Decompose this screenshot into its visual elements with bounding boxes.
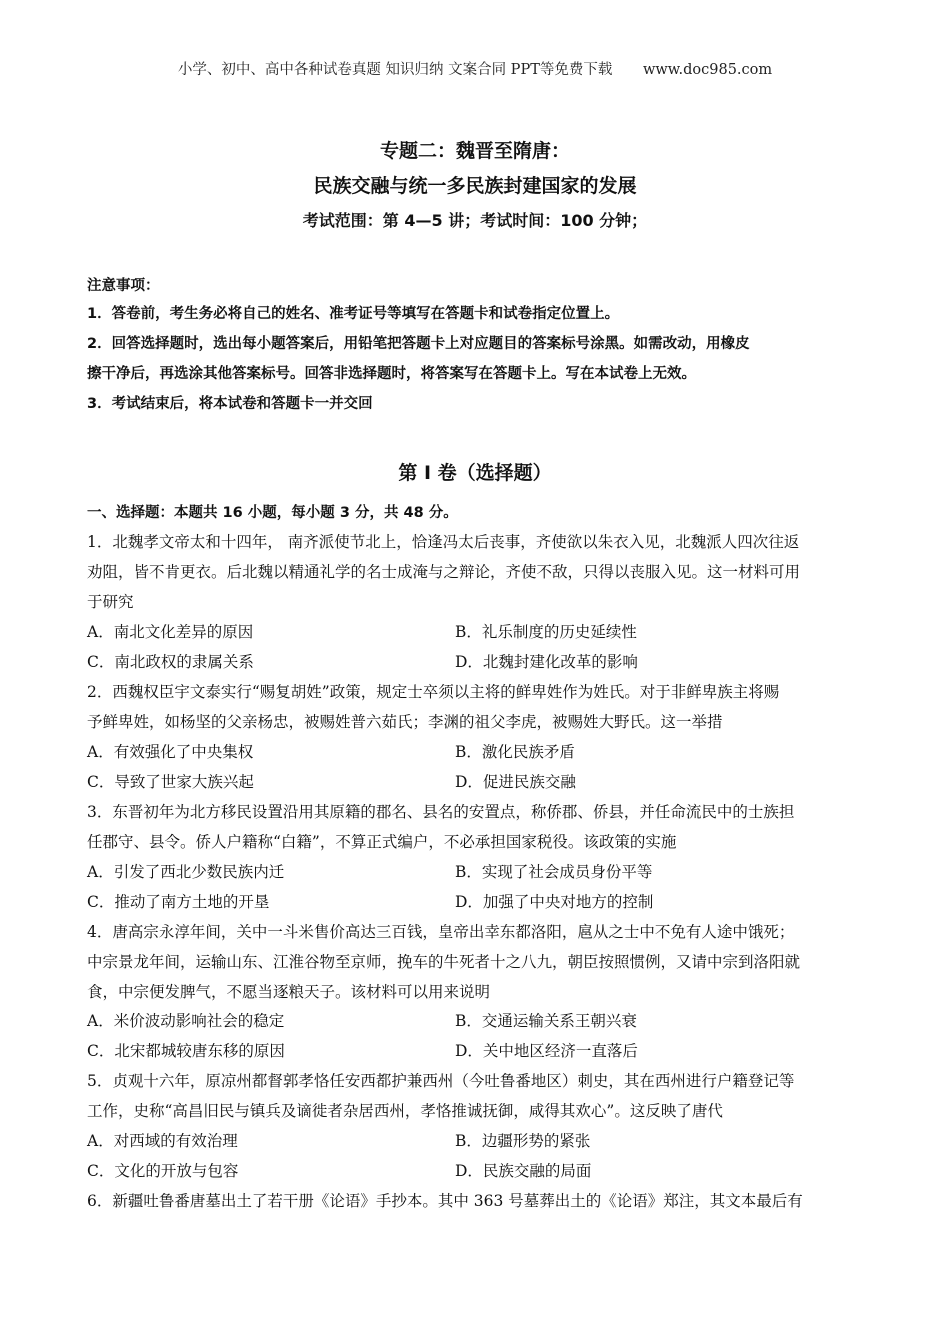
question-line: 工作，史称“高昌旧民与镇兵及谪徙者杂居西州，孝恪推诚抚御，咸得其欢心”。这反映了唐代 [87,1102,723,1120]
question-line: 任郡守、县令。侨人户籍称“白籍”，不算正式编户，不必承担国家税役。该政策的实施 [87,833,677,851]
page-header [0,58,950,79]
option-d: D．民族交融的局面 [455,1162,592,1180]
question-line: 5．贞观十六年，原凉州都督郭孝恪任安西都护兼西州（今吐鲁番地区）刺史，其在西州进行户籍登记等 [87,1072,795,1090]
option-c: C．文化的开放与包容 [87,1162,239,1180]
question-line: 予鲜卑姓，如杨坚的父亲杨忠，被赐姓普六茹氏；李渊的祖父李虎，被赐姓大野氏。这一举措 [87,713,723,731]
option-c: C．南北政权的隶属关系 [87,653,254,671]
header-url[interactable]: www.doc985.com [642,62,773,78]
option-d: D．加强了中央对地方的控制 [455,893,654,911]
option-d: D．促进民族交融 [455,773,576,791]
question-line: 中宗景龙年间，运输山东、江淮谷物至京师，挽车的牛死者十之八九，朝臣按照惯例，又请中宗到洛阳就 [87,953,801,971]
option-b: B．激化民族矛盾 [455,743,575,761]
option-a: A．南北文化差异的原因 [87,623,254,641]
option-a: A．米价波动影响社会的稳定 [87,1012,285,1030]
doc-title-line2: 民族交融与统一多民族封建国家的发展 [313,175,637,197]
question-line: 食，中宗便发脾气，不愿当逐粮天子。该材料可以用来说明 [87,983,491,1001]
option-a: A．对西域的有效治理 [87,1132,238,1150]
option-a: A．有效强化了中央集权 [87,743,254,761]
question-line: 于研究 [87,593,134,611]
note-line: 1．答卷前，考生务必将自己的姓名、准考证号等填写在答题卡和试卷指定位置上。 [87,306,620,322]
option-b: B．交通运输关系王朝兴衰 [455,1012,637,1030]
option-a: A．引发了西北少数民族内迁 [87,863,285,881]
option-c: C．推动了南方土地的开垦 [87,893,270,911]
option-d: D．北魏封建化改革的影响 [455,653,638,671]
question-line: 4．唐高宗永淳年间，关中一斗米售价高达三百钱，皇帝出幸东都洛阳，扈从之士中不免有人途中饿死； [87,923,795,941]
doc-title-line1: 专题二：魏晋至隋唐： [379,140,570,162]
question-line: 2．西魏权臣宇文泰实行“赐复胡姓”政策，规定士卒须以主将的鲜卑姓作为姓氏。对于非鲜卑族主将赐 [87,683,780,701]
question-line: 劝阻，皆不肯更衣。后北魏以精通礼学的名士成淹与之辩论，齐使不敌，只得以丧服入见。这一材料可用 [87,563,801,581]
note-line: 擦干净后，再选涂其他答案标号。回答非选择题时，将答案写在答题卡上。写在本试卷上无效。 [87,366,696,382]
option-c: C．导致了世家大族兴起 [87,773,254,791]
part-title: 一、选择题：本题共 16 小题，每小题 3 分，共 48 分。 [87,505,458,521]
option-d: D．关中地区经济一直落后 [455,1042,638,1060]
notes-heading: 注意事项： [87,278,160,294]
exam-scope: 考试范围：第 4—5 讲；考试时间：100 分钟； [302,211,648,230]
section-title: 第 I 卷（选择题） [398,462,552,484]
question-line: 6．新疆吐鲁番唐墓出土了若干册《论语》手抄本。其中 363 号墓葬出土的《论语》郑注，其文本最后有 [87,1192,803,1210]
option-b: B．礼乐制度的历史延续性 [455,623,637,641]
option-b: B．边疆形势的紧张 [455,1132,591,1150]
option-c: C．北宋都城较唐东移的原因 [87,1042,285,1060]
note-line: 2．回答选择题时，选出每小题答案后，用铅笔把答题卡上对应题目的答案标号涂黑。如需改动，用橡皮 [87,336,750,352]
note-line: 3．考试结束后，将本试卷和答题卡一并交回 [87,396,373,412]
question-line: 3．东晋初年为北方移民设置沿用其原籍的郡名、县名的安置点，称侨郡、侨县，并任命流民中的士族担 [87,803,795,821]
question-line: 1．北魏孝文帝太和十四年， 南齐派使节北上，恰逢冯太后丧事，齐使欲以朱衣入见，北魏派人四次往返 [87,533,800,551]
header-site-text: 小学、初中、高中各种试卷真题 知识归纳 文案合同 PPT等免费下载 [177,62,613,78]
option-b: B．实现了社会成员身份平等 [455,863,653,881]
